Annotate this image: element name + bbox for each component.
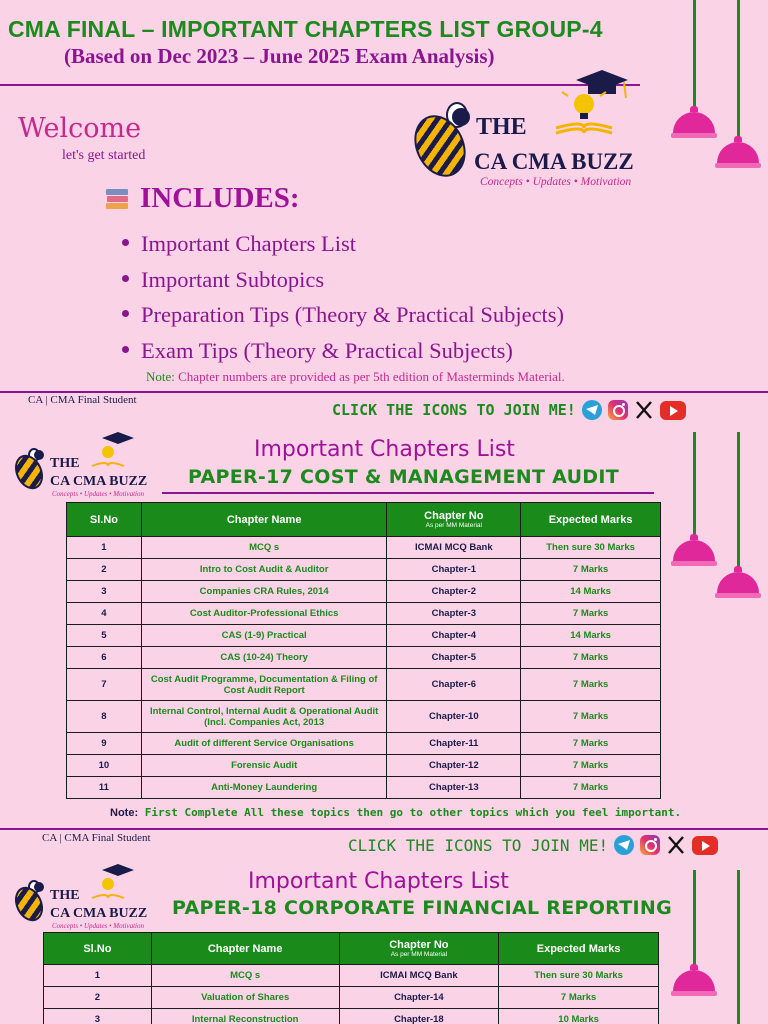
- table-row: [44, 1009, 659, 1024]
- table-row: [44, 965, 659, 987]
- table-cell: 3: [44, 1009, 152, 1024]
- includes-list: [122, 229, 564, 371]
- table-note: Note: First Complete All these topics then go to other topics which you feel important.: [110, 806, 682, 819]
- instagram-icon[interactable]: [608, 400, 628, 420]
- table-header-row: Sl.No Chapter Name Chapter No As per MM Material Expected Marks: [67, 503, 661, 537]
- brand-logo-small: THE CA CMA BUZZ Concepts • Updates • Motivation: [14, 862, 154, 932]
- table-row: [67, 755, 661, 777]
- brand-logo-small: THE CA CMA BUZZ Concepts • Updates • Motivation: [14, 430, 154, 500]
- section-heading: Important Chapters List: [254, 437, 515, 462]
- table-cell: Internal Control, Internal Audit & Operational Audit (Incl. Companies Act, 2013: [141, 701, 387, 733]
- welcome-subtitle: let's get started: [62, 148, 146, 163]
- logo-name: CA CMA BUZZ: [474, 149, 634, 174]
- chapters-table-paper18: [43, 932, 659, 1024]
- table-cell: Chapter-18: [339, 1009, 499, 1024]
- table-cell: Then sure 30 Marks: [499, 965, 659, 987]
- table-cell: Chapter-3: [387, 603, 521, 625]
- brand-logo: [412, 66, 672, 191]
- table-row: [67, 733, 661, 755]
- list-item: Preparation Tips (Theory & Practical Subjects): [122, 300, 564, 336]
- table-cell: CAS (10-24) Theory: [141, 647, 387, 669]
- table-cell: 2: [44, 987, 152, 1009]
- table-row: [67, 537, 661, 559]
- table-cell: CAS (1-9) Practical: [141, 625, 387, 647]
- table-cell: Companies CRA Rules, 2014: [141, 581, 387, 603]
- table-cell: Chapter-2: [387, 581, 521, 603]
- youtube-icon[interactable]: [660, 401, 686, 420]
- click-text: CLICK THE ICONS TO JOIN ME!: [332, 401, 576, 419]
- lamp-icon: [712, 870, 764, 1024]
- table-row: [67, 647, 661, 669]
- click-text: CLICK THE ICONS TO JOIN ME!: [348, 835, 609, 855]
- section-heading: Important Chapters List: [248, 869, 509, 894]
- paper-title: PAPER-17 COST & MANAGEMENT AUDIT: [188, 466, 620, 488]
- lamp-icon: [712, 432, 764, 600]
- chapter-note: Note: Chapter numbers are provided as per 5th edition of Masterminds Material.: [146, 369, 565, 384]
- table-cell: ICMAI MCQ Bank: [387, 537, 521, 559]
- table-cell: Chapter-6: [387, 669, 521, 701]
- table-cell: Chapter-10: [387, 701, 521, 733]
- table-cell: Forensic Audit: [141, 755, 387, 777]
- includes-heading: INCLUDES:: [140, 182, 300, 214]
- table-cell: Chapter-5: [387, 647, 521, 669]
- table-cell: 7 Marks: [521, 701, 661, 733]
- lamp-icon: [712, 0, 764, 172]
- section-divider: [0, 391, 768, 393]
- table-cell: 1: [44, 965, 152, 987]
- list-item: Important Chapters List: [122, 229, 564, 265]
- table-cell: Chapter-13: [387, 777, 521, 799]
- table-cell: 4: [67, 603, 142, 625]
- x-icon[interactable]: [666, 835, 686, 855]
- table-row: [67, 701, 661, 733]
- table-row: [67, 581, 661, 603]
- table-cell: 9: [67, 733, 142, 755]
- telegram-icon[interactable]: [582, 400, 602, 420]
- student-label: CA | CMA Final Student: [28, 394, 137, 406]
- table-cell: Chapter-11: [387, 733, 521, 755]
- graduation-bulb-icon: [550, 66, 634, 136]
- table-cell: Intro to Cost Audit & Auditor: [141, 559, 387, 581]
- table-cell: 5: [67, 625, 142, 647]
- table-cell: 14 Marks: [521, 625, 661, 647]
- table-cell: MCQ s: [151, 965, 339, 987]
- table-row: [67, 625, 661, 647]
- paper-title: PAPER-18 CORPORATE FINANCIAL REPORTING: [172, 897, 672, 919]
- list-item: Important Subtopics: [122, 265, 564, 301]
- table-cell: 1: [67, 537, 142, 559]
- x-icon[interactable]: [634, 400, 654, 420]
- table-cell: 3: [67, 581, 142, 603]
- table-cell: 2: [67, 559, 142, 581]
- table-cell: 7 Marks: [521, 603, 661, 625]
- cover-section: [0, 0, 768, 392]
- table-cell: Chapter-14: [339, 987, 499, 1009]
- table-cell: 11: [67, 777, 142, 799]
- table-row: [44, 987, 659, 1009]
- table-cell: 7: [67, 669, 142, 701]
- page-subtitle: (Based on Dec 2023 – June 2025 Exam Analysis): [64, 44, 495, 68]
- table-cell: ICMAI MCQ Bank: [339, 965, 499, 987]
- student-label: CA | CMA Final Student: [42, 832, 151, 844]
- table-cell: Internal Reconstruction: [151, 1009, 339, 1024]
- table-cell: Anti-Money Laundering: [141, 777, 387, 799]
- table-row: [67, 777, 661, 799]
- social-bar: [332, 400, 686, 420]
- table-cell: 10: [67, 755, 142, 777]
- table-cell: Chapter-1: [387, 559, 521, 581]
- table-cell: Chapter-4: [387, 625, 521, 647]
- table-cell: 7 Marks: [521, 755, 661, 777]
- table-cell: 7 Marks: [521, 777, 661, 799]
- table-cell: 8: [67, 701, 142, 733]
- table-cell: Then sure 30 Marks: [521, 537, 661, 559]
- table-row: [67, 669, 661, 701]
- telegram-icon[interactable]: [614, 835, 634, 855]
- table-cell: Chapter-12: [387, 755, 521, 777]
- table-cell: MCQ s: [141, 537, 387, 559]
- table-cell: Valuation of Shares: [151, 987, 339, 1009]
- table-cell: 14 Marks: [521, 581, 661, 603]
- instagram-icon[interactable]: [640, 835, 660, 855]
- welcome-title: Welcome: [18, 113, 142, 144]
- youtube-icon[interactable]: [692, 836, 718, 855]
- logo-the: THE: [476, 114, 527, 140]
- table-cell: 7 Marks: [521, 647, 661, 669]
- table-cell: 7 Marks: [499, 987, 659, 1009]
- table-cell: 7 Marks: [521, 559, 661, 581]
- social-bar: [348, 835, 718, 855]
- chapters-table-paper17: [66, 502, 661, 799]
- table-cell: 10 Marks: [499, 1009, 659, 1024]
- graduation-bulb-icon: [90, 430, 136, 470]
- table-cell: Cost Auditor-Professional Ethics: [141, 603, 387, 625]
- table-cell: 6: [67, 647, 142, 669]
- section-divider: [0, 828, 768, 830]
- table-row: [67, 603, 661, 625]
- logo-tagline: Concepts • Updates • Motivation: [480, 176, 632, 188]
- table-cell: 7 Marks: [521, 669, 661, 701]
- graduation-bulb-icon: [90, 862, 136, 902]
- table-cell: 7 Marks: [521, 733, 661, 755]
- table-cell: Cost Audit Programme, Documentation & Filing of Cost Audit Report: [141, 669, 387, 701]
- table-header-row: Sl.No Chapter Name Chapter No As per MM Material Expected Marks: [44, 933, 659, 965]
- table-cell: Audit of different Service Organisations: [141, 733, 387, 755]
- list-item: Exam Tips (Theory & Practical Subjects): [122, 336, 564, 372]
- table-row: [67, 559, 661, 581]
- page-title: CMA FINAL – IMPORTANT CHAPTERS LIST GROUP-4: [8, 16, 603, 42]
